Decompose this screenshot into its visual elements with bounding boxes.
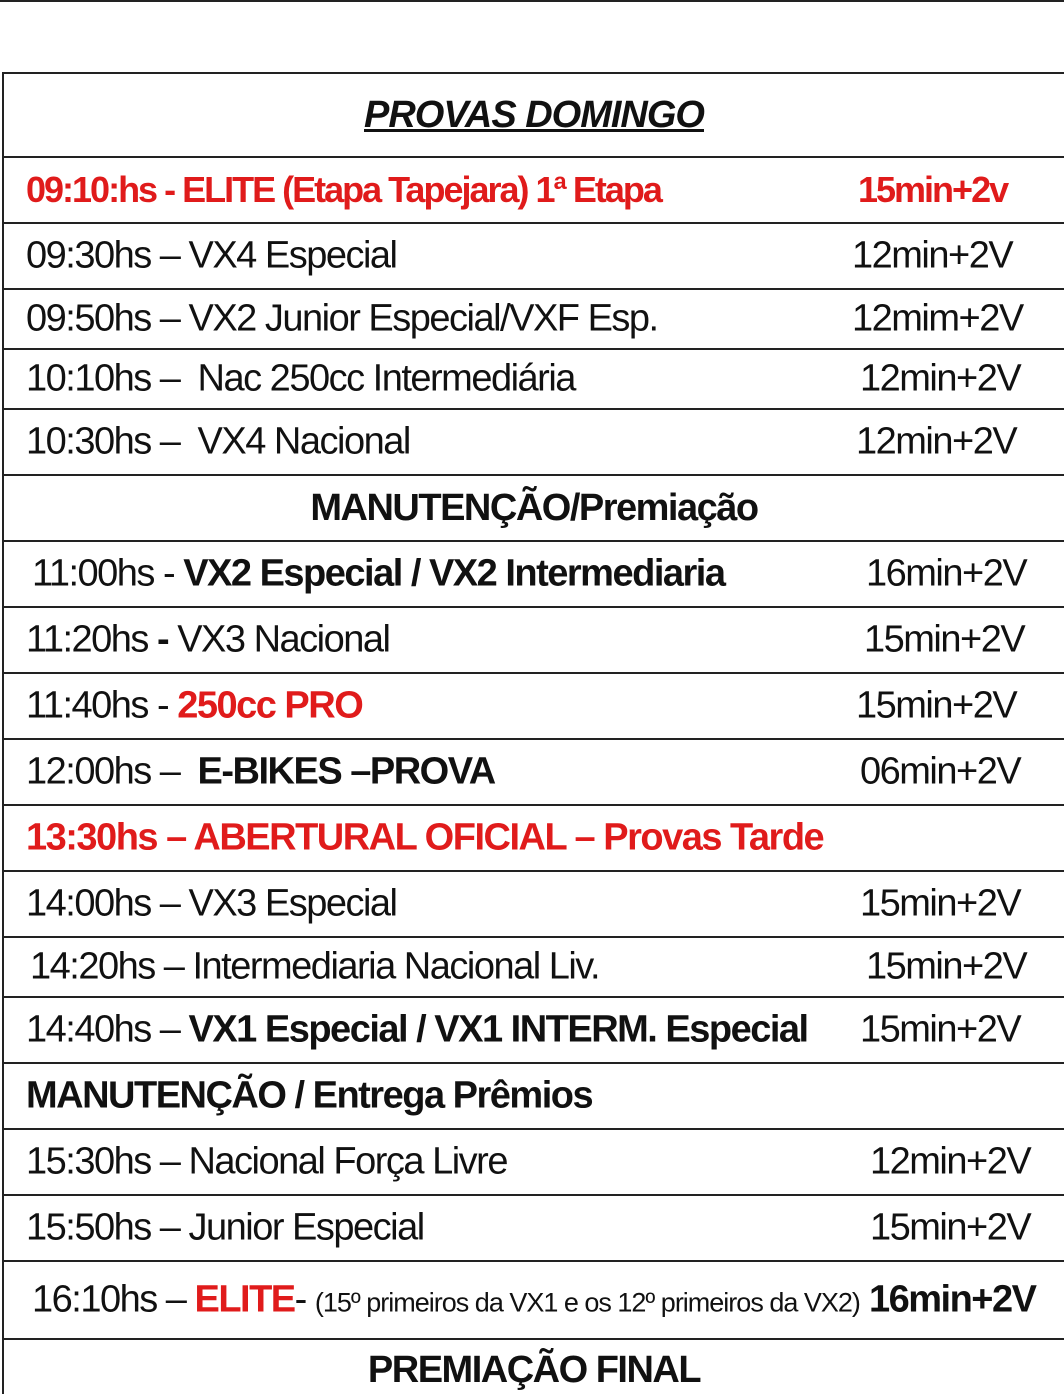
schedule-time: 10:10hs <box>26 357 151 400</box>
section-header-final-awards <box>4 1340 1064 1400</box>
schedule-row <box>4 1130 1064 1196</box>
top-border-line <box>0 0 1064 2</box>
schedule-time: 15:50hs <box>26 1206 151 1249</box>
schedule-table <box>2 72 1064 1394</box>
schedule-entry: 14:40hs – VX1 Especial / VX1 INTERM. Especial <box>26 1008 808 1051</box>
schedule-entry: 11:20hs - VX3 Nacional <box>26 618 390 661</box>
schedule-race-name: 250cc PRO <box>177 684 363 727</box>
schedule-race-name: Nac 250cc Intermediária <box>197 357 575 400</box>
schedule-row <box>4 674 1064 740</box>
schedule-duration: 12mim+2V <box>852 297 1023 340</box>
schedule-entry: 10:10hs – Nac 250cc Intermediária <box>26 357 575 400</box>
section-header-maintenance-prizes <box>4 1064 1064 1130</box>
schedule-time: 13:30hs <box>26 816 158 859</box>
schedule-entry: 15:30hs – Nacional Força Livre <box>26 1140 507 1183</box>
schedule-row <box>4 938 1064 998</box>
schedule-duration: 12min+2V <box>852 234 1013 277</box>
schedule-time: 11:40hs <box>26 684 148 727</box>
schedule-entry: 16:10hs – ELITE- (15º primeiros da VX1 e os 12º primeiros da VX2) 16min+2V <box>32 1278 1036 1321</box>
schedule-entry: 15:50hs – Junior Especial <box>26 1206 424 1249</box>
schedule-time: 09:10:hs <box>26 169 157 210</box>
schedule-note: (15º primeiros da VX1 e os 12º primeiros da VX2) <box>314 1287 860 1318</box>
page-title: PROVAS DOMINGO <box>364 93 704 136</box>
schedule-row <box>4 608 1064 674</box>
schedule-duration: 15min+2V <box>860 882 1021 925</box>
schedule-row <box>4 224 1064 290</box>
schedule-time: 09:50hs <box>26 297 151 340</box>
schedule-entry: 13:30hs – ABERTURAL OFICIAL – Provas Tarde <box>26 816 824 859</box>
schedule-duration: 15min+2v <box>858 169 1008 210</box>
schedule-entry: 11:00hs - VX2 Especial / VX2 Intermediaria <box>32 552 725 595</box>
schedule-row-elite-0910 <box>4 158 1064 224</box>
schedule-race-name: VX3 Nacional <box>177 618 390 661</box>
schedule-race-name: E-BIKES –PROVA <box>197 750 495 793</box>
schedule-race-name: VX1 Especial / VX1 INTERM. Especial <box>188 1008 808 1051</box>
schedule-duration: 12min+2V <box>860 357 1021 400</box>
schedule-duration: 06min+2V <box>860 750 1021 793</box>
schedule-row <box>4 290 1064 350</box>
schedule-row <box>4 1196 1064 1262</box>
schedule-row <box>4 740 1064 806</box>
schedule-race-name: VX4 Especial <box>188 234 397 277</box>
schedule-race-name: VX3 Especial <box>188 882 397 925</box>
schedule-time: 10:30hs <box>26 420 151 463</box>
schedule-entry: 14:00hs – VX3 Especial <box>26 882 397 925</box>
schedule-duration: 15min+2V <box>856 684 1017 727</box>
schedule-duration: 15min+2V <box>870 1206 1031 1249</box>
section-header-label: MANUTENÇÃO/Premiação <box>310 486 758 529</box>
schedule-duration: 12min+2V <box>856 420 1017 463</box>
schedule-race-name: ABERTURAL OFICIAL – Provas Tarde <box>193 816 824 859</box>
section-header-label: MANUTENÇÃO / Entrega Prêmios <box>26 1074 593 1117</box>
schedule-duration: 12min+2V <box>870 1140 1031 1183</box>
schedule-row-opening <box>4 806 1064 872</box>
schedule-duration: 16min+2V <box>868 1278 1036 1321</box>
schedule-race-name: ELITE <box>194 1278 295 1321</box>
schedule-entry: 11:40hs - 250cc PRO <box>26 684 363 727</box>
schedule-time: 11:00hs <box>32 552 154 595</box>
schedule-time: 14:40hs <box>26 1008 151 1051</box>
schedule-row <box>4 998 1064 1064</box>
schedule-row <box>4 542 1064 608</box>
schedule-race-name: VX4 Nacional <box>197 420 410 463</box>
schedule-duration: 15min+2V <box>864 618 1025 661</box>
table-title-row <box>4 74 1064 158</box>
schedule-row <box>4 410 1064 476</box>
schedule-entry: 09:30hs – VX4 Especial <box>26 234 397 277</box>
schedule-time: 14:20hs <box>30 945 155 988</box>
section-header-label: PREMIAÇÃO FINAL <box>367 1348 701 1391</box>
schedule-row <box>4 350 1064 410</box>
schedule-entry: 12:00hs – E-BIKES –PROVA <box>26 750 495 793</box>
schedule-duration: 16min+2V <box>866 552 1027 595</box>
schedule-race-name: VX2 Especial / VX2 Intermediaria <box>183 552 725 595</box>
schedule-row-elite-1610 <box>4 1262 1064 1340</box>
schedule-time: 14:00hs <box>26 882 151 925</box>
schedule-entry: 09:10:hs - ELITE (Etapa Tapejara) 1ª Etapa <box>26 169 661 210</box>
schedule-time: 12:00hs <box>26 750 151 793</box>
schedule-entry: 09:50hs – VX2 Junior Especial/VXF Esp. <box>26 297 658 340</box>
schedule-duration: 15min+2V <box>860 1008 1021 1051</box>
schedule-race-name: ELITE (Etapa Tapejara) 1ª Etapa <box>182 169 661 210</box>
schedule-race-name: Intermediaria Nacional Liv. <box>192 945 600 988</box>
schedule-race-name: Junior Especial <box>188 1206 424 1249</box>
schedule-entry: 14:20hs – Intermediaria Nacional Liv. <box>30 945 600 988</box>
schedule-time: 09:30hs <box>26 234 151 277</box>
schedule-race-name: Nacional Força Livre <box>188 1140 507 1183</box>
schedule-entry: 10:30hs – VX4 Nacional <box>26 420 410 463</box>
schedule-duration: 15min+2V <box>866 945 1027 988</box>
schedule-row <box>4 872 1064 938</box>
schedule-race-name: VX2 Junior Especial/VXF Esp. <box>188 297 658 340</box>
section-header-maintenance-awards <box>4 476 1064 542</box>
schedule-time: 11:20hs <box>26 618 148 661</box>
schedule-time: 16:10hs <box>32 1278 157 1321</box>
schedule-time: 15:30hs <box>26 1140 151 1183</box>
